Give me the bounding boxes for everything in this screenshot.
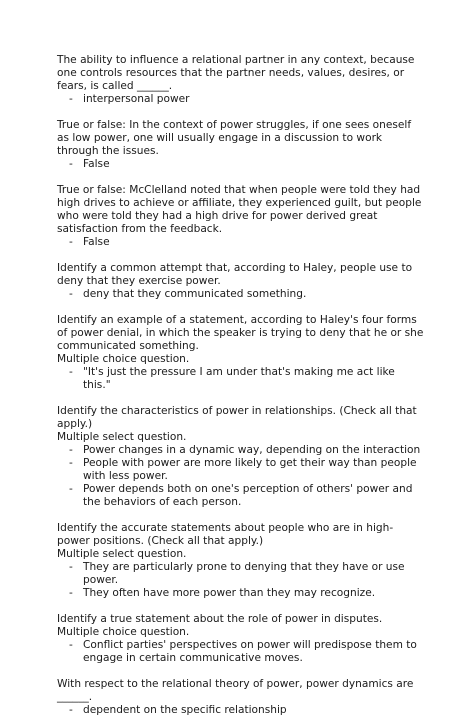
- answer-item: [57, 587, 424, 600]
- answer-item: [57, 236, 424, 249]
- dash-bullet-icon: -: [69, 366, 73, 378]
- qa-item: [57, 54, 424, 106]
- qa-item: [57, 262, 424, 301]
- qa-item: [57, 184, 424, 249]
- answer-text: "It's just the pressure I am under that's making me act like this.": [83, 366, 395, 391]
- answer-text: They are particularly prone to denying that they have or use power.: [83, 561, 405, 586]
- question-text: [57, 184, 424, 236]
- answer-text: dependent on the specific relationship: [83, 704, 287, 716]
- answer-list: [57, 704, 424, 717]
- question-line: Identify a true statement about the role of power in disputes.: [57, 613, 383, 625]
- dash-bullet-icon: -: [69, 639, 73, 651]
- question-line: The ability to influence a relational partner in any context, because one controls resources that the partner needs, values, desires, or fears, is called ______.: [57, 54, 415, 92]
- answer-list: [57, 158, 424, 171]
- question-line: Identify an example of a statement, according to Haley's four forms of power denial, in which the speaker is trying to deny that he or she communicated something.: [57, 314, 424, 352]
- dash-bullet-icon: -: [69, 444, 73, 456]
- answer-list: [57, 561, 424, 600]
- answer-item: [57, 457, 424, 483]
- question-text: [57, 262, 424, 288]
- answer-text: Power depends both on one's perception of others' power and the behaviors of each person.: [83, 483, 413, 508]
- qa-list: [57, 54, 424, 717]
- answer-text: deny that they communicated something.: [83, 288, 307, 300]
- answer-list: [57, 639, 424, 665]
- qa-item: [57, 405, 424, 509]
- question-text: [57, 314, 424, 366]
- answer-text: Power changes in a dynamic way, depending on the interaction: [83, 444, 421, 456]
- answer-item: [57, 366, 424, 392]
- qa-item: [57, 314, 424, 392]
- answer-list: [57, 93, 424, 106]
- dash-bullet-icon: -: [69, 704, 73, 716]
- answer-item: [57, 93, 424, 106]
- question-text: [57, 119, 424, 158]
- answer-item: [57, 288, 424, 301]
- dash-bullet-icon: -: [69, 587, 73, 599]
- qa-item: [57, 678, 424, 717]
- question-text: [57, 678, 424, 704]
- question-line: True or false: McClelland noted that when people were told they had high drives to achieve or affiliate, they experienced guilt, but people who were told they had a high drive for power derived great satisfaction from the feedback.: [57, 184, 422, 235]
- dash-bullet-icon: -: [69, 93, 73, 105]
- answer-text: interpersonal power: [83, 93, 190, 105]
- question-text: [57, 54, 424, 93]
- answer-item: [57, 158, 424, 171]
- question-type-line: Multiple select question.: [57, 548, 187, 560]
- qa-item: [57, 522, 424, 600]
- question-line: Identify the accurate statements about people who are in high-power positions. (Check all that apply.): [57, 522, 394, 547]
- answer-item: [57, 704, 424, 717]
- dash-bullet-icon: -: [69, 236, 73, 248]
- question-text: [57, 613, 424, 639]
- answer-item: [57, 444, 424, 457]
- answer-text: False: [83, 158, 110, 170]
- question-line: Identify a common attempt that, according to Haley, people use to deny that they exercise power.: [57, 262, 413, 287]
- dash-bullet-icon: -: [69, 457, 73, 469]
- dash-bullet-icon: -: [69, 483, 73, 495]
- dash-bullet-icon: -: [69, 288, 73, 300]
- answer-item: [57, 561, 424, 587]
- dash-bullet-icon: -: [69, 561, 73, 573]
- answer-list: [57, 444, 424, 509]
- answer-text: They often have more power than they may recognize.: [83, 587, 376, 599]
- answer-text: False: [83, 236, 110, 248]
- question-type-line: Multiple choice question.: [57, 353, 190, 365]
- qa-item: [57, 613, 424, 665]
- answer-item: [57, 639, 424, 665]
- answer-item: [57, 483, 424, 509]
- question-line: Identify the characteristics of power in relationships. (Check all that apply.): [57, 405, 417, 430]
- answer-text: People with power are more likely to get their way than people with less power.: [83, 457, 417, 482]
- question-type-line: Multiple choice question.: [57, 626, 190, 638]
- question-text: [57, 522, 424, 561]
- question-text: [57, 405, 424, 444]
- answer-list: [57, 236, 424, 249]
- answer-list: [57, 288, 424, 301]
- qa-item: [57, 119, 424, 171]
- question-line: With respect to the relational theory of power, power dynamics are ______.: [57, 678, 414, 703]
- question-type-line: Multiple select question.: [57, 431, 187, 443]
- answer-text: Conflict parties' perspectives on power will predispose them to engage in certain communicative moves.: [83, 639, 417, 664]
- question-line: True or false: In the context of power struggles, if one sees oneself as low power, one will usually engage in a discussion to work through the issues.: [57, 119, 412, 157]
- dash-bullet-icon: -: [69, 158, 73, 170]
- answer-list: [57, 366, 424, 392]
